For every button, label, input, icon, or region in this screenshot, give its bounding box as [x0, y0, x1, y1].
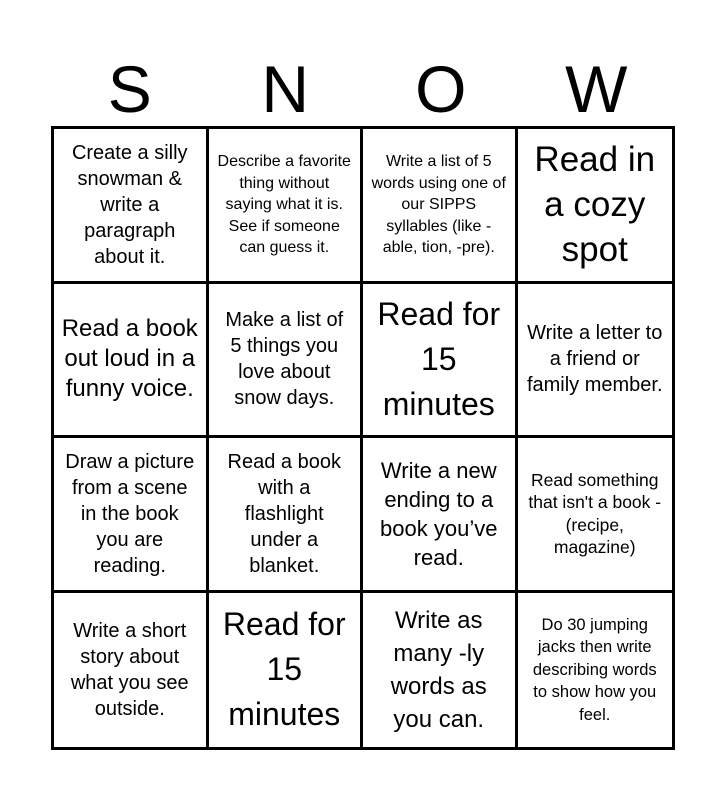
- bingo-cell-text: Read a book out loud in a funny voice.: [61, 315, 198, 403]
- bingo-cell-text: Write a letter to a friend or family member.: [526, 322, 663, 397]
- bingo-cell-r1c1: [54, 129, 209, 284]
- bingo-cell-r3c4: [518, 438, 673, 593]
- bingo-cell-text: Make a list of 5 things you love about snow days.: [225, 309, 344, 410]
- bingo-cell-text: Write as many -ly words as you can.: [390, 606, 487, 733]
- bingo-cell-r1c4: [518, 129, 673, 284]
- bingo-cell-text: Describe a favorite thing without saying what it is. See if someone can guess it.: [217, 153, 351, 256]
- bingo-cell-text: Create a silly snowman & write a paragraph about it.: [71, 141, 188, 268]
- bingo-cell-text: Draw a picture from a scene in the book you are reading.: [65, 450, 195, 577]
- title-letter-s: S: [107, 52, 152, 126]
- title-letter-w: W: [565, 52, 628, 126]
- bingo-cell-text: Read a book with a flashlight under a blanket.: [227, 450, 341, 577]
- title-letter-o: O: [415, 52, 467, 126]
- bingo-cell-r2c2: [209, 284, 364, 439]
- bingo-cell-r4c2: [209, 593, 364, 748]
- bingo-cell-r2c1: [54, 284, 209, 439]
- bingo-cell-r1c2: [209, 129, 364, 284]
- bingo-cell-text: Read something that isn't a book - (recipe, magazine): [528, 469, 662, 558]
- bingo-cell-text: Read for 15 minutes: [377, 295, 501, 422]
- bingo-cell-r1c3: [363, 129, 518, 284]
- bingo-cell-text: Write a short story about what you see outside.: [70, 619, 189, 720]
- bingo-cell-text: Write a new ending to a book you’ve read.: [380, 457, 498, 570]
- bingo-cell-r2c3: [363, 284, 518, 439]
- bingo-cell-r4c4: [518, 593, 673, 748]
- bingo-cell-text: Do 30 jumping jacks then write describing words to show how you feel.: [532, 615, 657, 724]
- bingo-cell-r3c1: [54, 438, 209, 593]
- title-letter-n: N: [261, 52, 310, 126]
- bingo-cell-r3c3: [363, 438, 518, 593]
- bingo-cell-text: Read in a cozy spot: [534, 140, 656, 270]
- bingo-grid: [51, 126, 675, 750]
- bingo-cell-text: Read for 15 minutes: [222, 606, 346, 733]
- bingo-cell-r3c2: [209, 438, 364, 593]
- bingo-cell-text: Write a list of 5 words using one of our SIPPS syllables (like -able, tion, -pre).: [371, 153, 506, 256]
- bingo-title: [52, 52, 674, 126]
- bingo-cell-r2c4: [518, 284, 673, 439]
- bingo-cell-r4c1: [54, 593, 209, 748]
- bingo-cell-r4c3: [363, 593, 518, 748]
